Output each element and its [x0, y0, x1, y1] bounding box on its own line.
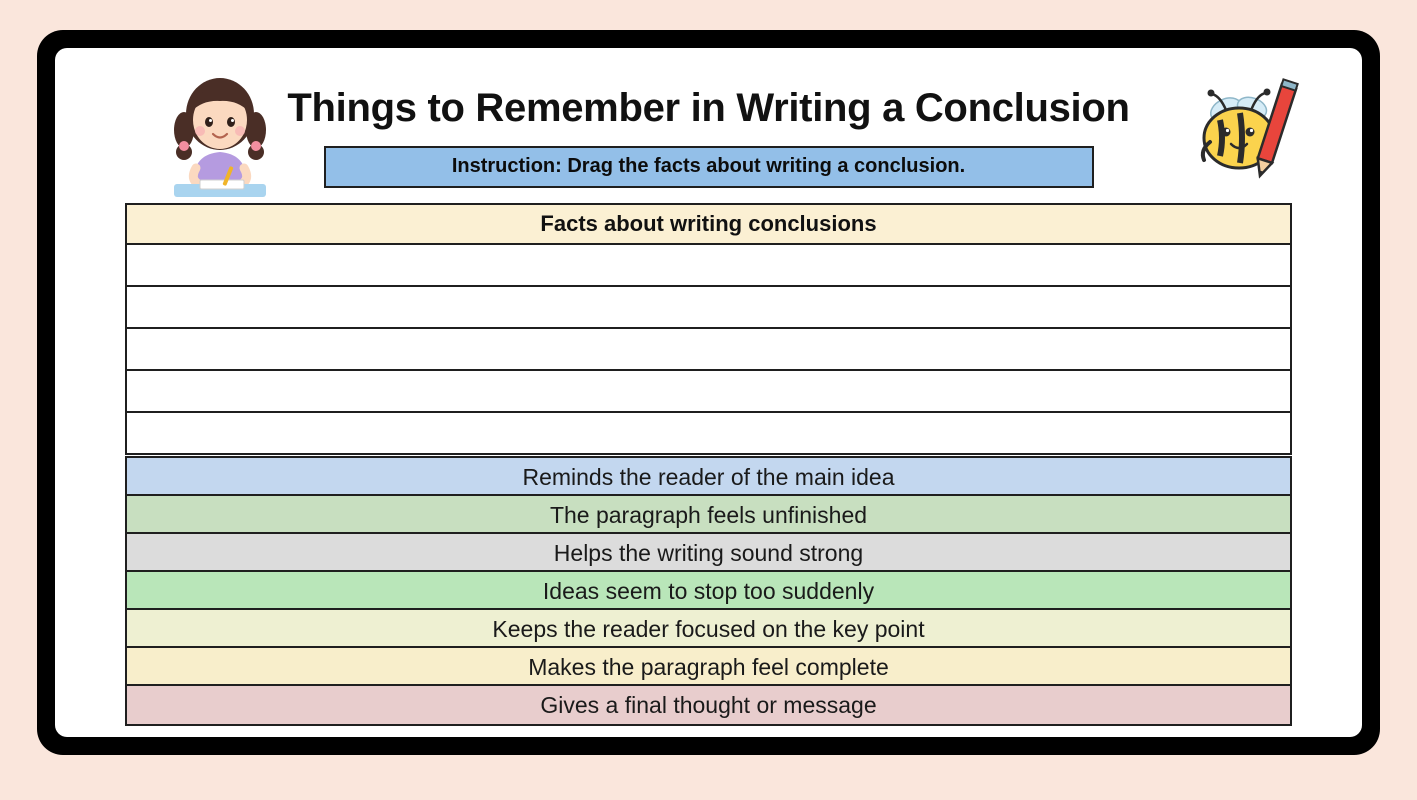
slide-canvas — [55, 48, 1362, 737]
draggable-fact[interactable]: Keeps the reader focused on the key point — [127, 610, 1290, 648]
draggable-fact[interactable]: Makes the paragraph feel complete — [127, 648, 1290, 686]
answer-drop-slot[interactable] — [127, 245, 1290, 287]
answer-drop-slot[interactable] — [127, 287, 1290, 329]
answer-table — [125, 203, 1292, 455]
answer-table-header: Facts about writing conclusions — [127, 205, 1290, 245]
draggable-fact[interactable]: Helps the writing sound strong — [127, 534, 1290, 572]
page-title: Things to Remember in Writing a Conclusion — [287, 86, 1130, 130]
answer-drop-slot[interactable] — [127, 413, 1290, 453]
draggable-fact[interactable]: The paragraph feels unfinished — [127, 496, 1290, 534]
draggable-fact[interactable]: Ideas seem to stop too suddenly — [127, 572, 1290, 610]
bee-with-pencil-icon — [1174, 76, 1304, 186]
slide-header — [55, 48, 1362, 200]
draggable-fact[interactable]: Gives a final thought or message — [127, 686, 1290, 724]
answer-drop-slot[interactable] — [127, 329, 1290, 371]
instruction-banner: Instruction: Drag the facts about writing a conclusion. — [324, 146, 1094, 188]
slide-frame — [37, 30, 1380, 755]
answer-drop-slot[interactable] — [127, 371, 1290, 413]
draggable-fact[interactable]: Reminds the reader of the main idea — [127, 458, 1290, 496]
fact-bank — [125, 456, 1292, 726]
